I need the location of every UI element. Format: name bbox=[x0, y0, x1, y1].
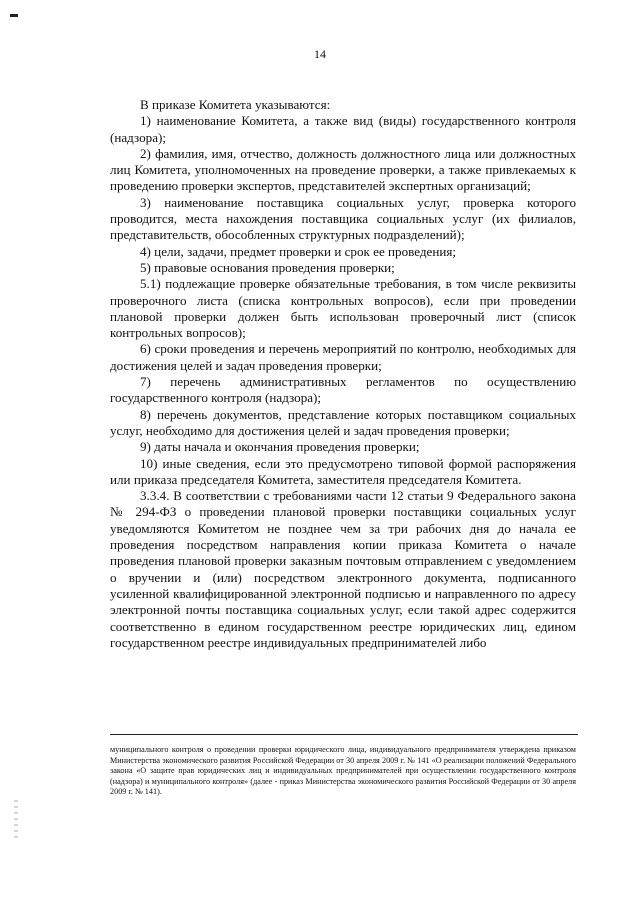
footnote-divider bbox=[110, 734, 578, 735]
list-item-4: 4) цели, задачи, предмет проверки и срок ее проведения; bbox=[140, 243, 457, 259]
list-item-10: 10) иные сведения, если это предусмотрено типовой формой распоряжения или приказа председателя Комитета, заместителя председателя Комитета. bbox=[110, 455, 576, 487]
body-text bbox=[110, 97, 576, 651]
list-item-6: 6) сроки проведения и перечень мероприятий по контролю, необходимых для достижения целей и задач проведения проверки; bbox=[110, 341, 576, 373]
paragraph-intro: В приказе Комитета указываются: bbox=[140, 97, 331, 112]
footnote-text: муниципального контроля о проведении проверки юридического лица, индивидуального предпринимателя утверждена приказом Министерства экономического развития Российской Федерации от 30 апреля 2009 г. № 141 «О реализации положений Федерального закона «О защите прав юридических лиц и индивидуальных предпринимателей при осуществлении государственного контроля (надзора) и муниципального контроля» (далее - приказ Министерства экономического развития Российской Федерации от 30 апреля 2009 г. № 141). bbox=[110, 745, 576, 797]
list-item-8: 8) перечень документов, представление которых поставщиком социальных услуг, необходимо для достижения целей и задач проведения проверки; bbox=[110, 406, 576, 438]
list-item-9: 9) даты начала и окончания проведения проверки; bbox=[140, 439, 420, 455]
list-item-7: 7) перечень административных регламентов по осуществлению государственного контроля (надзора); bbox=[110, 374, 576, 406]
scan-corner-mark bbox=[10, 14, 18, 17]
list-item-5-1: 5.1) подлежащие проверке обязательные требования, в том числе реквизиты проверочного листа (списка контрольных вопросов), если при проведении плановой проверки должен быть использован проверочный лист (список контрольных вопросов); bbox=[110, 276, 576, 341]
page-number: 14 bbox=[314, 47, 326, 61]
list-item-3: 3) наименование поставщика социальных услуг, проверка которого проводится, места нахождения поставщика социальных услуг (их филиалов, представительств, обособленных структурных подразделений); bbox=[110, 194, 576, 243]
scan-margin-artifact bbox=[14, 800, 18, 840]
list-item-1: 1) наименование Комитета, а также вид (виды) государственного контроля (надзора); bbox=[110, 113, 576, 145]
list-item-5: 5) правовые основания проведения проверки; bbox=[140, 259, 395, 275]
paragraph-3-3-4: 3.3.4. В соответствии с требованиями части 12 статьи 9 Федерального закона № 294-ФЗ о проведении плановой проверки поставщики социальных услуг уведомляются Комитетом не позднее чем за три рабочих дня до начала ее проведения посредством направления копии приказа Комитета о начале проведения плановой проверки заказным почтовым отправлением с уведомлением о вручении и (или) посредством электронного документа, подписанного усиленной квалифицированной электронной подписью и направленного по адресу электронной почты поставщика социальных услуг, если такой адрес содержится соответственно в едином государственном реестре юридических лиц, едином государственном реестре индивидуальных предпринимателей либо bbox=[110, 488, 576, 650]
list-item-2: 2) фамилия, имя, отчество, должность должностного лица или должностных лиц Комитета, уполномоченных на проведение проверки, а также привлекаемых к проведению проверки экспертов, представителей экспертных организаций; bbox=[110, 145, 576, 194]
